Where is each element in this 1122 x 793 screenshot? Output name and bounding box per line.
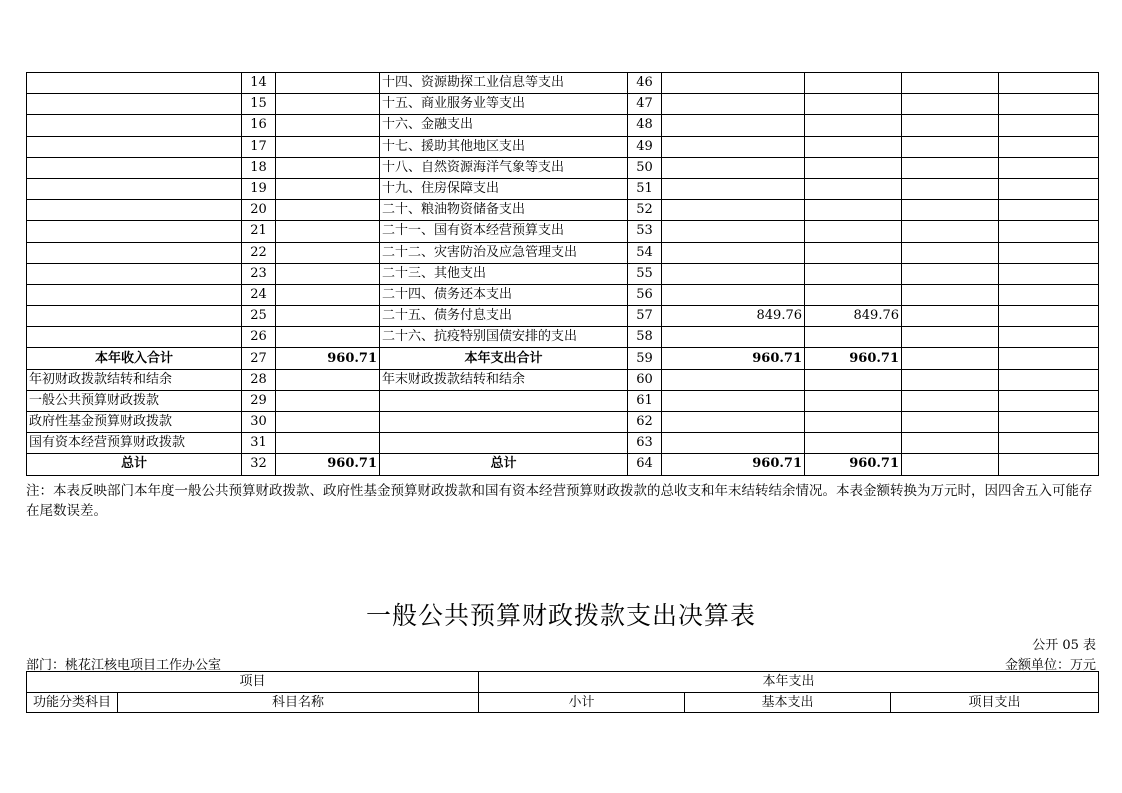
expense-total (662, 284, 805, 305)
expense-other (999, 157, 1099, 178)
expense-total (662, 178, 805, 199)
expense-other (999, 94, 1099, 115)
expense-basic (805, 369, 902, 390)
income-amount (276, 73, 380, 94)
income-item (27, 327, 242, 348)
budget-summary-table (26, 72, 1099, 476)
income-item: 政府性基金预算财政拨款 (27, 412, 242, 433)
expense-project (902, 200, 999, 221)
expense-line-no: 51 (628, 178, 662, 199)
expense-basic (805, 412, 902, 433)
expense-project (902, 327, 999, 348)
expense-line-no: 50 (628, 157, 662, 178)
table-row (27, 157, 1099, 178)
header-project-expenditure: 项目支出 (891, 692, 1099, 713)
expense-line-no: 64 (628, 454, 662, 475)
income-line-no: 16 (242, 115, 276, 136)
table-row (27, 369, 1099, 390)
expense-other (999, 221, 1099, 242)
expense-line-no: 55 (628, 263, 662, 284)
expense-line-no: 57 (628, 306, 662, 327)
expense-project (902, 348, 999, 369)
expense-other (999, 306, 1099, 327)
expense-project (902, 178, 999, 199)
expense-other (999, 200, 1099, 221)
expense-project (902, 242, 999, 263)
expense-other (999, 433, 1099, 454)
header-current-year: 本年支出 (479, 672, 1099, 693)
income-line-no: 20 (242, 200, 276, 221)
table-row (27, 327, 1099, 348)
income-line-no: 18 (242, 157, 276, 178)
expense-basic (805, 200, 902, 221)
expense-item: 二十六、抗疫特别国债安排的支出 (380, 327, 628, 348)
header-row-2 (27, 692, 1099, 713)
income-line-no: 17 (242, 136, 276, 157)
expense-line-no: 52 (628, 200, 662, 221)
expense-line-no: 49 (628, 136, 662, 157)
expense-item: 二十二、灾害防治及应急管理支出 (380, 242, 628, 263)
expense-item: 十四、资源勘探工业信息等支出 (380, 73, 628, 94)
expense-other (999, 242, 1099, 263)
expense-total: 960.71 (662, 348, 805, 369)
expense-project (902, 136, 999, 157)
expenditure-table (26, 671, 1099, 713)
expense-item (380, 390, 628, 411)
expense-line-no: 60 (628, 369, 662, 390)
income-amount (276, 263, 380, 284)
page-title: 一般公共预算财政拨款支出决算表 (365, 601, 756, 630)
expense-project (902, 221, 999, 242)
income-amount (276, 369, 380, 390)
expense-basic (805, 94, 902, 115)
table-row (27, 136, 1099, 157)
income-item (27, 136, 242, 157)
table-row (27, 348, 1099, 369)
table-row (27, 454, 1099, 475)
expense-other (999, 115, 1099, 136)
income-item (27, 221, 242, 242)
expense-project (902, 263, 999, 284)
income-line-no: 19 (242, 178, 276, 199)
table-row (27, 242, 1099, 263)
expense-item: 十六、金融支出 (380, 115, 628, 136)
table-row (27, 412, 1099, 433)
expense-line-no: 47 (628, 94, 662, 115)
expense-basic (805, 178, 902, 199)
income-line-no: 22 (242, 242, 276, 263)
income-line-no: 23 (242, 263, 276, 284)
income-line-no: 21 (242, 221, 276, 242)
expense-project (902, 73, 999, 94)
expense-project (902, 454, 999, 475)
expense-item: 二十一、国有资本经营预算支出 (380, 221, 628, 242)
income-amount (276, 390, 380, 411)
header-row-1 (27, 672, 1099, 693)
header-category: 功能分类科目 (27, 692, 118, 713)
expense-project (902, 369, 999, 390)
table-row (27, 263, 1099, 284)
expense-line-no: 48 (628, 115, 662, 136)
header-subtotal: 小计 (479, 692, 685, 713)
expense-item: 总计 (380, 454, 628, 475)
table-row (27, 284, 1099, 305)
income-amount (276, 433, 380, 454)
expense-item: 二十、粮油物资储备支出 (380, 200, 628, 221)
expense-total (662, 242, 805, 263)
expense-total (662, 200, 805, 221)
income-item (27, 73, 242, 94)
expense-basic (805, 242, 902, 263)
income-item (27, 115, 242, 136)
income-amount (276, 412, 380, 433)
income-line-no: 15 (242, 94, 276, 115)
income-item (27, 94, 242, 115)
expense-item: 二十三、其他支出 (380, 263, 628, 284)
expense-other (999, 369, 1099, 390)
expense-basic (805, 433, 902, 454)
expense-item (380, 433, 628, 454)
expense-line-no: 59 (628, 348, 662, 369)
expense-basic (805, 221, 902, 242)
expense-line-no: 58 (628, 327, 662, 348)
expense-other (999, 327, 1099, 348)
expense-total (662, 369, 805, 390)
expense-total (662, 263, 805, 284)
income-line-no: 31 (242, 433, 276, 454)
table-row (27, 390, 1099, 411)
table-row (27, 94, 1099, 115)
income-amount (276, 200, 380, 221)
unit-label: 金额单位：万元 (1004, 658, 1096, 673)
expense-project (902, 115, 999, 136)
income-line-no: 26 (242, 327, 276, 348)
table-row (27, 221, 1099, 242)
expense-project (902, 306, 999, 327)
income-item: 本年收入合计 (27, 348, 242, 369)
income-line-no: 14 (242, 73, 276, 94)
income-item: 一般公共预算财政拨款 (27, 390, 242, 411)
income-item: 总计 (27, 454, 242, 475)
expense-total (662, 390, 805, 411)
expense-project (902, 157, 999, 178)
expense-total (662, 412, 805, 433)
header-name: 科目名称 (118, 692, 479, 713)
expense-item: 二十五、债务付息支出 (380, 306, 628, 327)
income-item: 国有资本经营预算财政拨款 (27, 433, 242, 454)
expense-item: 本年支出合计 (380, 348, 628, 369)
expense-total (662, 433, 805, 454)
income-amount (276, 306, 380, 327)
table-note: 注：本表反映部门本年度一般公共预算财政拨款、政府性基金预算财政拨款和国有资本经营预算财政拨款的总收支和年末结转结余情况。本表金额转换为万元时，因四舍五入可能存在尾数误差。 (26, 483, 1093, 519)
income-amount (276, 115, 380, 136)
income-line-no: 27 (242, 348, 276, 369)
income-amount (276, 327, 380, 348)
income-line-no: 28 (242, 369, 276, 390)
expense-basic: 960.71 (805, 454, 902, 475)
income-amount (276, 284, 380, 305)
expense-line-no: 63 (628, 433, 662, 454)
expense-basic (805, 157, 902, 178)
income-amount (276, 94, 380, 115)
expense-line-no: 53 (628, 221, 662, 242)
income-item (27, 200, 242, 221)
expense-total (662, 94, 805, 115)
income-item (27, 178, 242, 199)
expense-other (999, 390, 1099, 411)
expense-item: 十七、援助其他地区支出 (380, 136, 628, 157)
expense-other (999, 412, 1099, 433)
expense-line-no: 62 (628, 412, 662, 433)
income-line-no: 30 (242, 412, 276, 433)
table-row (27, 115, 1099, 136)
expense-item: 二十四、债务还本支出 (380, 284, 628, 305)
expense-other (999, 178, 1099, 199)
expense-other (999, 454, 1099, 475)
income-amount (276, 242, 380, 263)
expense-total (662, 327, 805, 348)
header-basic: 基本支出 (685, 692, 891, 713)
table-row (27, 306, 1099, 327)
expense-total (662, 221, 805, 242)
expense-basic (805, 263, 902, 284)
expense-line-no: 56 (628, 284, 662, 305)
expense-other (999, 263, 1099, 284)
expense-item: 十八、自然资源海洋气象等支出 (380, 157, 628, 178)
income-amount: 960.71 (276, 348, 380, 369)
income-amount (276, 157, 380, 178)
expense-total: 849.76 (662, 306, 805, 327)
income-item (27, 284, 242, 305)
header-project: 项目 (27, 672, 479, 693)
income-item (27, 157, 242, 178)
expense-item: 十五、商业服务业等支出 (380, 94, 628, 115)
expense-other (999, 284, 1099, 305)
budget-summary-body (27, 73, 1099, 476)
expense-other (999, 348, 1099, 369)
income-item (27, 306, 242, 327)
form-code: 公开 05 表 (1032, 638, 1096, 653)
income-line-no: 24 (242, 284, 276, 305)
income-amount (276, 221, 380, 242)
expense-basic (805, 136, 902, 157)
expense-total: 960.71 (662, 454, 805, 475)
income-amount (276, 178, 380, 199)
expense-project (902, 94, 999, 115)
expense-line-no: 61 (628, 390, 662, 411)
expense-other (999, 73, 1099, 94)
expense-basic: 849.76 (805, 306, 902, 327)
table-row (27, 178, 1099, 199)
expense-total (662, 115, 805, 136)
expense-line-no: 46 (628, 73, 662, 94)
table-row (27, 200, 1099, 221)
expense-item: 十九、住房保障支出 (380, 178, 628, 199)
income-line-no: 29 (242, 390, 276, 411)
income-line-no: 32 (242, 454, 276, 475)
table-row (27, 73, 1099, 94)
expense-basic (805, 73, 902, 94)
income-item: 年初财政拨款结转和结余 (27, 369, 242, 390)
expense-total (662, 136, 805, 157)
expense-project (902, 390, 999, 411)
table-row (27, 433, 1099, 454)
expense-basic (805, 115, 902, 136)
income-line-no: 25 (242, 306, 276, 327)
expense-total (662, 73, 805, 94)
expense-basic (805, 327, 902, 348)
expense-project (902, 284, 999, 305)
expense-basic (805, 390, 902, 411)
department-label: 部门：桃花江核电项目工作办公室 (26, 658, 222, 673)
expense-total (662, 157, 805, 178)
expense-basic: 960.71 (805, 348, 902, 369)
expense-item (380, 412, 628, 433)
expense-line-no: 54 (628, 242, 662, 263)
income-item (27, 242, 242, 263)
expense-project (902, 412, 999, 433)
income-amount: 960.71 (276, 454, 380, 475)
income-item (27, 263, 242, 284)
expense-basic (805, 284, 902, 305)
income-amount (276, 136, 380, 157)
expense-other (999, 136, 1099, 157)
expense-project (902, 433, 999, 454)
expense-item: 年末财政拨款结转和结余 (380, 369, 628, 390)
